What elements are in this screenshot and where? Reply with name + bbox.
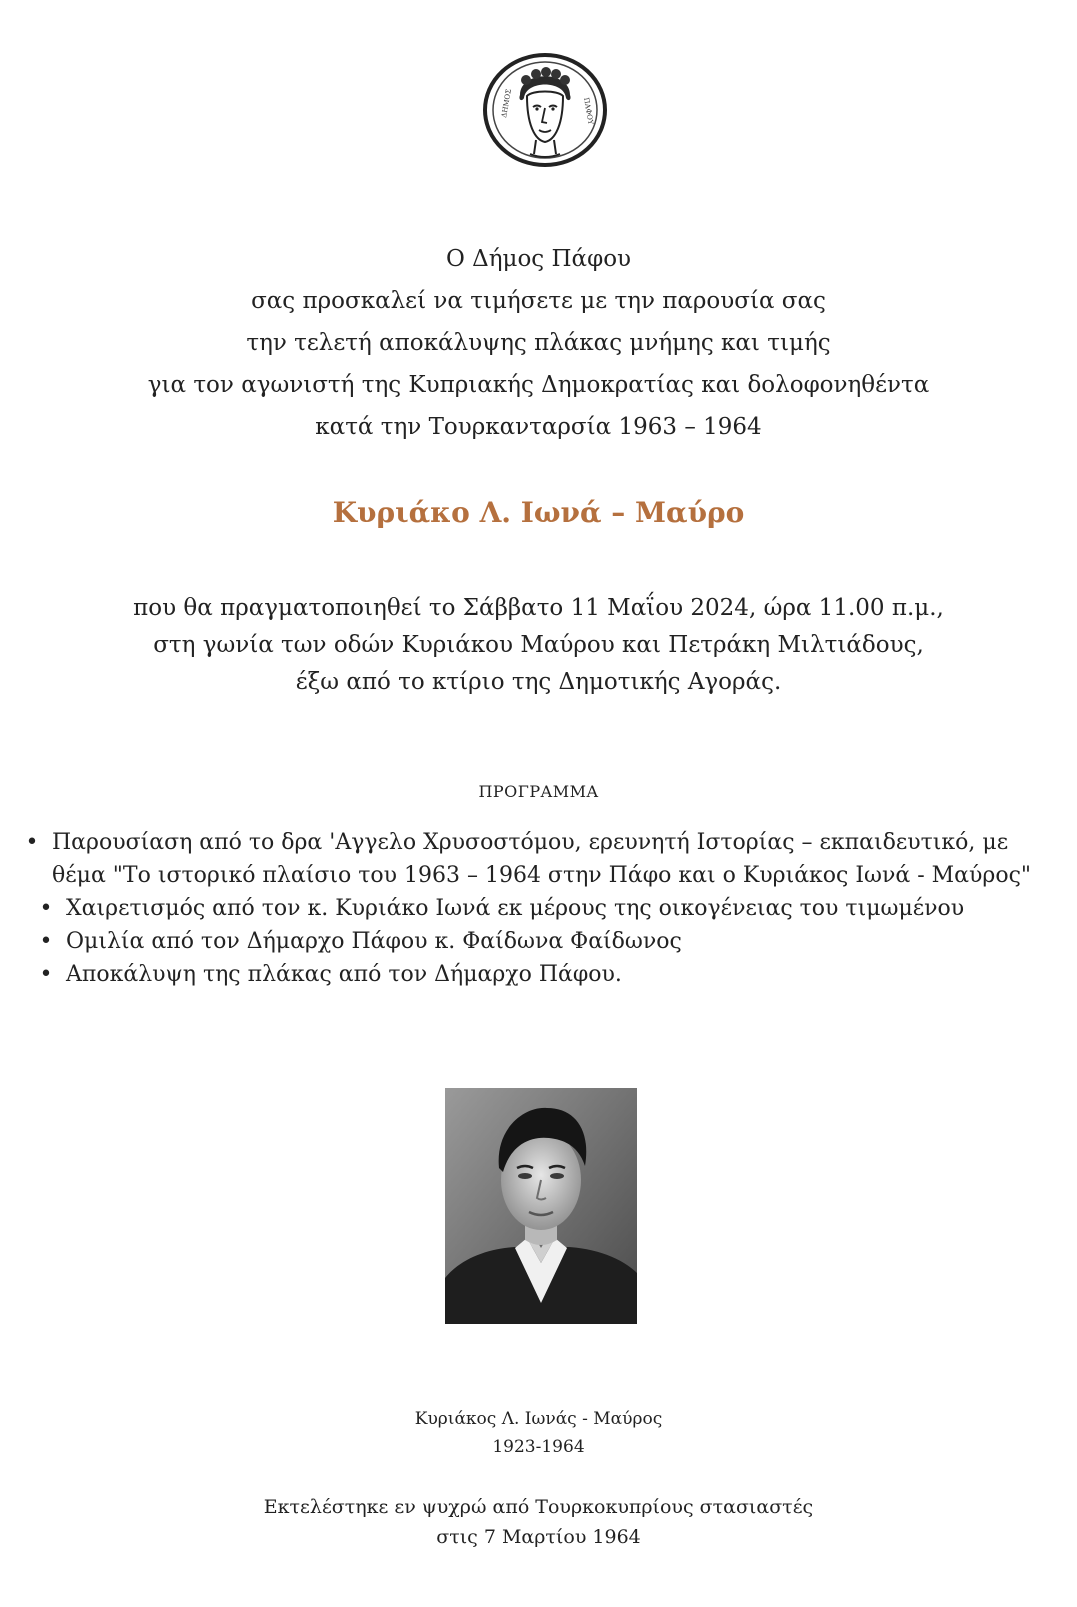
execution-line: στις 7 Μαρτίου 1964 (436, 1526, 641, 1548)
bullet-icon: • (25, 830, 39, 855)
portrait-man-icon (445, 1088, 637, 1324)
caption-years: 1923-1964 (492, 1437, 585, 1457)
list-item (36, 925, 1062, 958)
event-line: έξω από το κτίριο της Δημοτικής Αγοράς. (295, 669, 782, 695)
svg-text:ΔΗΜΟΣ: ΔΗΜΟΣ (500, 88, 514, 119)
svg-text:ΠΑΦΟΥ: ΠΑΦΟΥ (582, 96, 595, 126)
bullet-icon: • (39, 929, 53, 954)
honoree-name: Κυριάκο Λ. Ιωνά – Μαύρο (332, 496, 745, 529)
program-title: ΠΡΟΓΡΑΜΜΑ (478, 782, 599, 801)
invitation-intro (60, 238, 1017, 448)
program-item-text: θέμα "Το ιστορικό πλαίσιο του 1963 – 1964 στην Πάφο και ο Κυριάκος Ιωνά - Μαύρος" (52, 863, 1032, 888)
bullet-icon: • (39, 896, 53, 921)
program-item-text: Παρουσίαση από το δρα 'Αγγελο Χρυσοστόμου, ερευνητή Ιστορίας – εκπαιδευτικό, με (52, 830, 1009, 855)
intro-line: σας προσκαλεί να τιμήσετε με την παρουσία σας (251, 288, 826, 314)
intro-line: κατά την Τουρκανταρσία 1963 – 1964 (315, 414, 762, 440)
caption-name: Κυριάκος Λ. Ιωνάς - Μαύρος (414, 1409, 663, 1429)
intro-line: Ο Δήμος Πάφου (445, 246, 632, 272)
intro-line: για τον αγωνιστή της Κυπριακής Δημοκρατίας και δολοφονηθέντα (147, 372, 930, 398)
program-item-text: Ομιλία από τον Δήμαρχο Πάφου κ. Φαίδωνα Φαίδωνος (66, 929, 682, 954)
list-item (36, 958, 1062, 991)
pafos-coin-head-icon (480, 50, 610, 170)
list-item (36, 892, 1062, 925)
program-item-text: Χαιρετισμός από τον κ. Κυριάκο Ιωνά εκ μέρους της οικογένειας του τιμωμένου (66, 896, 965, 921)
photo-caption (60, 1405, 1017, 1461)
list-item (22, 826, 1062, 892)
event-line: στη γωνία των οδών Κυριάκου Μαύρου και Πετράκη Μιλτιάδους, (153, 632, 924, 658)
event-details (40, 590, 1037, 701)
execution-note (60, 1492, 1017, 1552)
municipality-logo (480, 50, 610, 170)
intro-line: την τελετή αποκάλυψης πλάκας μνήμης και τιμής (246, 330, 831, 356)
event-line: που θα πραγματοποιηθεί το Σάββατο 11 Μαΐου 2024, ώρα 11.00 π.μ., (133, 595, 944, 621)
bullet-icon: • (39, 962, 53, 987)
program-list (22, 826, 1062, 991)
program-item-text: Αποκάλυψη της πλάκας από τον Δήμαρχο Πάφου. (66, 962, 622, 987)
execution-line: Εκτελέστηκε εν ψυχρώ από Τουρκοκυπρίους στασιαστές (263, 1496, 814, 1518)
portrait-photo (445, 1088, 637, 1324)
